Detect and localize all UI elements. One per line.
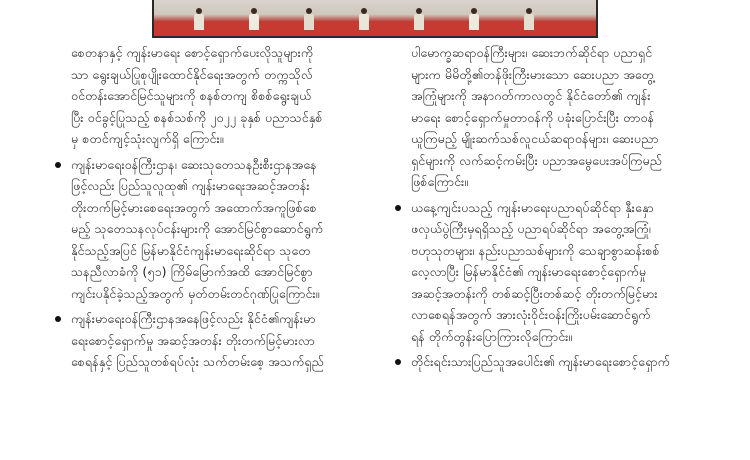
bullet-text: ယနေ့ကျင်းပသည့် ကျန်းမာရေးပညာရပ်ဆိုင်ရာ နှီးနှော ဖလှယ်ပွဲကြီးမှရရှိသည့် ပညာရပ်ဆိုင်ရာ အတွေ့အကြုံ၊ ဗဟုသုတများ၊ နည်းပညာသစ်များကို သေချာစွာဆန်းစစ် လေ့လာပြီး မြန်မာနိုင်ငံ၏ ကျန်းမာရေးစောင့်ရှောက်မှု အဆင့်အတန်းကို တစ်ဆင့်ပြီးတစ်ဆင့် တိုးတက်မြင့်မား လာစေရန်အတွက် အားလုံးဝိုင်းဝန်းကြိုးပမ်းဆောင်ရွက် ရန် တိုက်တွန်းပြောကြားလိုကြောင်း။ [411, 199, 660, 344]
photo-person [249, 8, 259, 30]
bullet-icon [55, 316, 61, 322]
left-continuation-paragraph: စေတနာနှင့် ကျန်းမာရေး စောင့်ရှောက်ပေးလိုသူများကို သာ ရွေးချယ်ပြုစုပျိုးထောင်နိုင်ရေးအတွက် တက္ကသိုလ် ဝင်တန်းအောင်မြင်သူများကို စနစ်တကျ စိစစ်ရွေးချယ် ပြီး ဝင်ခွင့်ပြုသည့် စနစ်သစ်ကို ၂၀၂၂ ခုနှစ် ပညာသင်နှစ် မှ စတင်ကျင့်သုံးလျက်ရှိ ကြောင်း။ [71, 45, 323, 146]
bullet-item [395, 351, 735, 373]
bullet-text: ကျန်းမာရေးဝန်ကြီးဌာနအနေဖြင့်လည်း နိုင်ငံ၏ကျန်းမာ ရေးစောင့်ရှောက်မှု အဆင့်အတန်း တိုးတက်မြင့်မားလာ စေရန်နှင့် ပြည်သူတစ်ရပ်လုံး သက်တမ်းစေ့ အသက်ရှည် [71, 311, 324, 369]
bullet-text: တိုင်းရင်းသားပြည်သူအပေါင်း၏ ကျန်းမာရေးစောင့်ရှောက် [411, 354, 670, 369]
photo-person [194, 8, 204, 30]
bullet-icon [395, 359, 401, 365]
photo-person [359, 8, 369, 30]
right-column [395, 42, 735, 377]
photo-person [469, 8, 479, 30]
bullet-icon [55, 162, 61, 168]
bullet-item [55, 154, 395, 305]
photo-person [524, 8, 534, 30]
bullet-text: ကျန်းမာရေးဝန်ကြီးဌာန၊ ဆေးသုတေသနဦးစီးဌာနအနေ ဖြင့်လည်း ပြည်သူလူထု၏ ကျန်းမာရေးအဆင့်အတန်း တိုးတက်မြင့်မားစေရေးအတွက် အထောက်အကူဖြစ်စေ မည့် သုတေသနလုပ်ငန်းများကို အောင်မြင်စွာဆောင်ရွက် နိုင်သည့်အပြင် မြန်မာနိုင်ငံကျန်းမာရေးဆိုင်ရာ သုတေ သနညီလာခံကို (၅၁) ကြိမ်မြောက်အထိ အောင်မြင်စွာ ကျင်းပနိုင်ခဲ့သည့်အတွက် မှတ်တမ်းတင်ဂုဏ်ပြုကြောင်း။ [71, 156, 324, 301]
right-continuation-paragraph: ပါမောက္ခဆရာဝန်ကြီးများ၊ ဆေးဘက်ဆိုင်ရာ ပညာရှင် များက မိမိတို့၏တန်ဖိုးကြီးမားသော ဆေးပညာ အတွေ့ အကြုံများကို အနာဂတ်ကာလတွင် နိုင်ငံတော်၏ ကျန်း မာရေး စောင့်ရှောက်မှုတာဝန်ကို ပခုံးပြောင်းပြီး တာဝန် ယူကြမည့် မျိုးဆက်သစ်လူငယ်ဆရာဝန်များ၊ ဆေးပညာ ရှင်များကို လက်ဆင့်ကမ်းပြီး ပညာအမွေပေးအပ်ကြမည် ဖြစ်ကြောင်း။ [411, 45, 662, 189]
header-photo [152, 0, 598, 38]
photo-person [304, 8, 314, 30]
bullet-item [395, 197, 735, 348]
photo-person [414, 8, 424, 30]
left-column [55, 42, 395, 377]
bullet-item [55, 308, 395, 373]
bullet-icon [395, 205, 401, 211]
